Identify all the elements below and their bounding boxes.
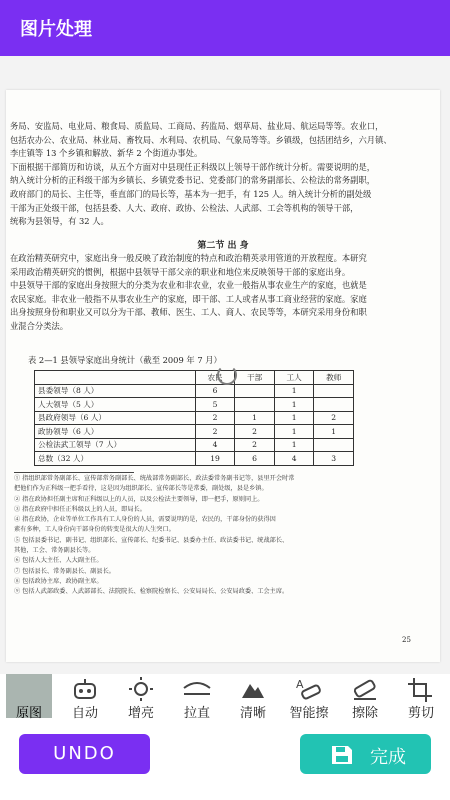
table-header-cell	[35, 371, 196, 385]
table-cell: 2	[195, 425, 235, 439]
loading-spinner-icon	[217, 365, 237, 385]
table-row	[35, 452, 354, 466]
footnote-line: 其他，工会、常务副县长等。	[14, 547, 95, 555]
text-line: 农民家庭。非农业一般指不从事农业生产的家庭，即干部、工人或者从事工商业经营的家庭。家庭	[10, 293, 367, 304]
straighten-icon	[182, 676, 212, 702]
paragraph-1	[10, 120, 430, 229]
text-line: 统称为县领导，有 32 人。	[10, 216, 109, 227]
text-line: 采用政治精英研究的惯例，根据中县领导干部父亲的职业和地位来反映领导干部的家庭出身。	[10, 266, 351, 277]
table-cell: 1	[235, 411, 275, 425]
tool-bar	[0, 674, 450, 722]
table-cell: 2	[235, 425, 275, 439]
table-header-row	[35, 371, 354, 385]
save-icon	[330, 744, 354, 766]
tool-auto[interactable]	[58, 674, 112, 720]
footnote-line: ⑦ 包括县长、常务副县长、副县长。	[14, 567, 115, 575]
tool-label: 剪切	[407, 706, 434, 721]
table-row	[35, 425, 354, 439]
tool-label: 擦除	[351, 706, 378, 721]
table-row	[35, 398, 354, 412]
bottom-action-bar	[0, 722, 450, 800]
footnote-line: ① 指组织部常务副部长、宣传部常务副部长、统战部常务副部长、政法委常务副书记等，县里开会时常	[14, 475, 295, 482]
table-cell: 1	[274, 384, 314, 398]
tool-label: 原图	[15, 706, 42, 721]
eraser-icon	[350, 676, 380, 702]
table-cell: 1	[314, 425, 354, 439]
tool-crop[interactable]	[394, 674, 448, 720]
brightness-icon	[126, 676, 156, 702]
paragraph-2	[10, 252, 430, 334]
text-line: 政府部门的局长、主任等，垂直部门的局长等，基本为一把手，有 125 人。纳入统计分析的副处级	[10, 188, 372, 199]
text-line: 下面根据干部简历和访谈，从五个方面对中县现任正科级以上领导干部作统计分析。需要说明的是，	[10, 161, 376, 172]
document-preview-area[interactable]	[0, 56, 450, 674]
smart-eraser-icon	[294, 676, 324, 702]
scanned-document-page	[6, 90, 440, 662]
table-cell: 6	[235, 452, 275, 466]
table-caption: 表 2—1 县领导家庭出身统计（截至 2009 年 7 月）	[28, 355, 222, 365]
table-row	[35, 411, 354, 425]
table-row	[35, 384, 354, 398]
table-cell: 2	[235, 438, 275, 452]
footnote-line: ⑤ 包括县委书记、副书记、组织部长、宣传部长、纪委书记、县委办主任、政法委书记、统战部长、	[14, 536, 289, 544]
tool-original[interactable]	[2, 674, 56, 720]
table-cell: 5	[195, 398, 235, 412]
footnote-line: ③ 指在政府中担任正科级以上的人员，即局长。	[14, 505, 146, 513]
footnote-line: ⑧ 包括政协主席、政协副主席。	[14, 577, 103, 585]
text-line: 包括农办公、农业局、林业局、畜牧局、水利局、农机局、气象局等等。乡镇级，包括团结乡，六月镇、	[10, 134, 392, 145]
table-header-cell: 农民	[195, 371, 235, 385]
text-line: 中县领导干部的家庭出身按照大的分类为农业和非农业，农业一般指从事农业生产的家庭，也就是	[10, 280, 367, 291]
text-line: 李庄镇等 13 个乡镇和解放、新华 2 个街道办事处。	[10, 148, 203, 159]
done-button[interactable]	[300, 734, 431, 774]
table-cell: 公检法武工领导（7 人）	[35, 438, 196, 452]
page-title: 图片处理	[20, 19, 92, 40]
table-cell: 政协领导（6 人）	[35, 425, 196, 439]
table-cell: 县委领导（8 人）	[35, 384, 196, 398]
svg-text:A: A	[296, 678, 304, 691]
table-cell: 2	[195, 411, 235, 425]
footnote-line: ⑥ 包括人大主任、人大副主任。	[14, 557, 103, 565]
table-cell: 1	[274, 411, 314, 425]
table-cell: 总数（32 人）	[35, 452, 196, 466]
table-cell: 1	[274, 438, 314, 452]
section-title: 第二节 出 身	[197, 241, 249, 251]
footnote-line: ⑨ 包括人武部政委、人武部部长、法院院长、检察院检察长、公安局局长、公安局政委、工会主席。	[14, 588, 289, 596]
table-cell: 3	[314, 452, 354, 466]
text-line: 纳入统计分析的正科级干部为乡镇长、乡镇党委书记、党委部门的常务副部长、公检法的常务副职，	[10, 175, 376, 186]
table-header-cell: 教师	[314, 371, 354, 385]
table-cell: 2	[314, 411, 354, 425]
table-cell: 人大领导（5 人）	[35, 398, 196, 412]
footnote-line: ④ 指在政协，企业等单位工作具有工人身份的人员，需要说明的是，农民的，干部身份的获得因	[14, 516, 276, 524]
table-cell: 1	[274, 425, 314, 439]
text-line: 干部为正处级干部，包括县委、人大、政府、政协、公检法、人武部、工会等机构的领导干部，	[10, 202, 359, 213]
robot-icon	[70, 676, 100, 702]
footnote-line: ② 指在政协担任副主席和正科级以上的人员，以及公检法主要领导，即一把手，原则同上。	[14, 495, 264, 503]
table-cell	[314, 384, 354, 398]
page-number: 25	[402, 636, 411, 644]
done-label: 完成	[370, 747, 406, 768]
table-row	[35, 438, 354, 452]
tool-smart-erase[interactable]	[282, 674, 336, 720]
tool-label: 自动	[71, 706, 98, 721]
table-cell	[235, 384, 275, 398]
table-cell: 6	[195, 384, 235, 398]
tool-label: 拉直	[183, 706, 210, 721]
table-cell: 4	[195, 438, 235, 452]
table-cell: 1	[274, 398, 314, 412]
table-header-cell: 干部	[235, 371, 275, 385]
text-line: 在政治精英研究中，家庭出身一般反映了政治制度的特点和政治精英录用管道的开放程度。本研究	[10, 253, 367, 263]
footnote-divider	[14, 472, 134, 473]
tool-label: 增亮	[127, 706, 154, 721]
table-cell: 19	[195, 452, 235, 466]
crop-icon	[406, 676, 436, 702]
table-cell	[314, 438, 354, 452]
text-line: 业混合分类法。	[10, 320, 69, 331]
footnote-line: 把他们作为正科级一把手看待，这是因为组织部长、宣传部长等是常委，副处级，县是乡镇。	[14, 485, 268, 493]
tool-sharpen[interactable]	[226, 674, 280, 720]
footnotes	[14, 474, 432, 598]
sharpen-icon	[238, 676, 268, 702]
text-line: 务局、安监局、电业局、粮食局、质监局、工商局、药监局、烟草局、盐业局、航运局等等。农业口，	[10, 121, 384, 131]
text-line: 出身按照身份和职业又可以分为干部、教师、医生、工人、商人、农民等等，本研究采用身份和职	[10, 307, 367, 318]
tool-label: 智能擦	[289, 706, 329, 721]
tool-brighten[interactable]	[114, 674, 168, 720]
table-cell: 县政府领导（6 人）	[35, 411, 196, 425]
table-cell	[235, 398, 275, 412]
tool-erase[interactable]	[338, 674, 392, 720]
footnote-line: 素有多种，工人身份向干部身份的转变是很大的人生突口。	[14, 526, 175, 534]
table-cell	[314, 398, 354, 412]
tool-straighten[interactable]	[170, 674, 224, 720]
table-cell: 4	[274, 452, 314, 466]
statistics-table	[34, 370, 354, 466]
undo-button[interactable]: UNDO	[19, 734, 150, 774]
app-header	[0, 0, 450, 56]
tool-label: 清晰	[239, 706, 266, 721]
table-header-cell: 工人	[274, 371, 314, 385]
